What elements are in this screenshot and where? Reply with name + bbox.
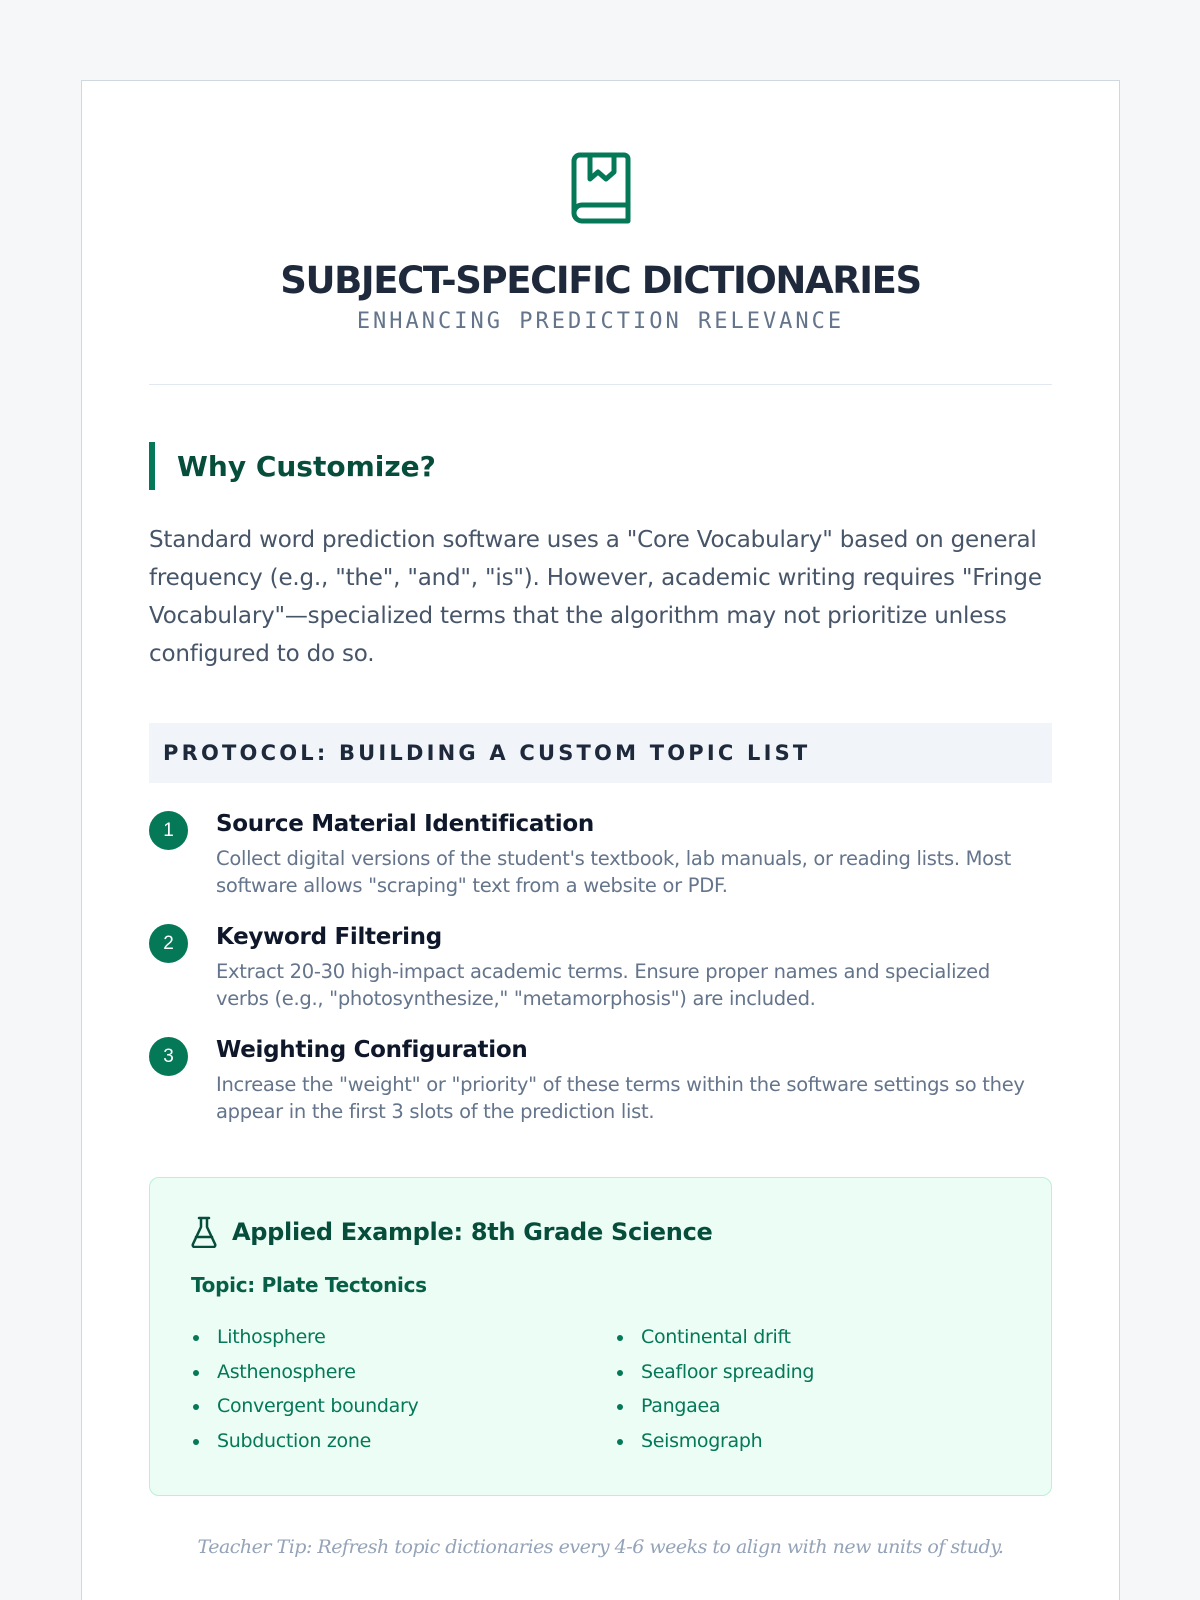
term-item: Pangaea — [615, 1395, 814, 1430]
term-item: Seafloor spreading — [615, 1361, 814, 1396]
example-header — [190, 1216, 712, 1248]
example-title: Applied Example: 8th Grade Science — [232, 1218, 713, 1246]
term-item: Subduction zone — [191, 1430, 418, 1465]
term-item: Seismograph — [615, 1430, 814, 1465]
step-number-badge: 1 — [149, 811, 188, 850]
header-divider — [149, 384, 1052, 385]
header-icon-wrap — [149, 151, 1052, 225]
protocol-step — [149, 811, 1052, 911]
protocol-heading: PROTOCOL: BUILDING A CUSTOM TOPIC LIST — [163, 741, 811, 765]
page-title: SUBJECT-SPECIFIC DICTIONARIES — [280, 259, 921, 302]
why-body: Standard word prediction software uses a "Core Vocabulary" based on general frequency (e.g., "the", "and", "is"). However, academic writing requires "Fringe Vocabulary"—specialized terms that the algorithm may not prioritize unless configured to do so. — [149, 527, 1042, 667]
why-heading: Why Customize? — [149, 442, 436, 490]
document-content — [149, 81, 1052, 1600]
step-description: Collect digital versions of the student's textbook, lab manuals, or reading lists. Most software allows "scraping" text from a website or PDF. — [216, 847, 1011, 897]
example-panel — [149, 1177, 1052, 1496]
step-title: Source Material Identification — [216, 811, 594, 837]
step-title: Weighting Configuration — [216, 1037, 528, 1063]
book-icon — [570, 151, 632, 225]
term-item: Convergent boundary — [191, 1395, 418, 1430]
example-topic: Topic: Plate Tectonics — [191, 1273, 427, 1297]
step-number-badge: 2 — [149, 924, 188, 963]
term-item: Continental drift — [615, 1326, 814, 1361]
page-subtitle: ENHANCING PREDICTION RELEVANCE — [356, 309, 845, 334]
protocol-step — [149, 924, 1052, 1024]
term-item: Lithosphere — [191, 1326, 418, 1361]
term-list-right — [615, 1326, 814, 1464]
document-page — [81, 80, 1120, 1600]
teacher-tip: Teacher Tip: Refresh topic dictionaries every 4-6 weeks to align with new units of study. — [197, 1536, 1004, 1558]
term-list-left — [191, 1326, 418, 1464]
step-title: Keyword Filtering — [216, 924, 442, 950]
step-description: Extract 20-30 high-impact academic terms. Ensure proper names and specialized verbs (e.g., "photosynthesize," "metamorphosis") are included. — [216, 960, 990, 1010]
term-item: Asthenosphere — [191, 1361, 418, 1396]
step-number-badge: 3 — [149, 1037, 188, 1076]
step-description: Increase the "weight" or "priority" of these terms within the software settings so they appear in the first 3 slots of the prediction list. — [216, 1073, 1025, 1123]
protocol-step — [149, 1037, 1052, 1137]
protocol-banner — [149, 723, 1052, 783]
flask-icon — [190, 1216, 218, 1248]
